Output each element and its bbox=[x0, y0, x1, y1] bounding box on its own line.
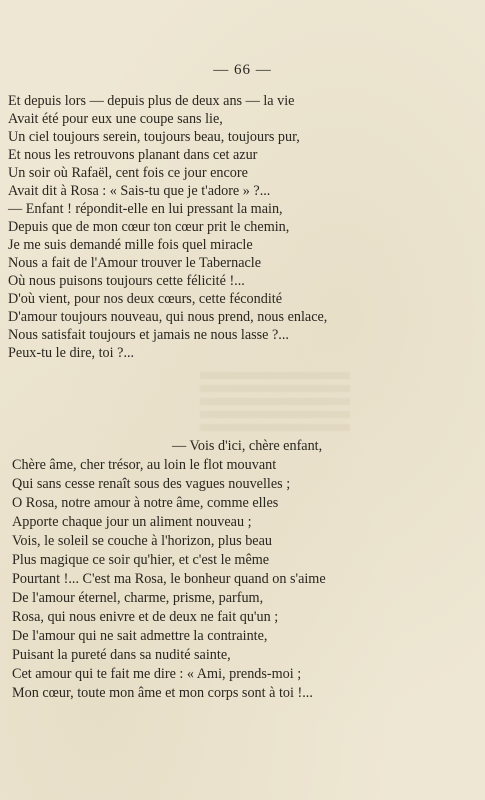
page-number: — 66 — bbox=[213, 62, 272, 78]
verse-line: D'où vient, pour nos deux cœurs, cette fécondité bbox=[8, 291, 283, 307]
verse-line: Où nous puisons toujours cette félicité !... bbox=[8, 273, 245, 289]
verse-line: Nous satisfait toujours et jamais ne nous lasse ?... bbox=[8, 327, 289, 343]
verse-line: Vois, le soleil se couche à l'horizon, plus beau bbox=[12, 533, 272, 549]
verse-line: Qui sans cesse renaît sous des vagues nouvelles ; bbox=[12, 476, 291, 492]
verse-line: De l'amour éternel, charme, prisme, parfum, bbox=[12, 590, 264, 606]
verse-line: Je me suis demandé mille fois quel miracle bbox=[8, 237, 253, 253]
verse-line: Et nous les retrouvons planant dans cet azur bbox=[8, 147, 258, 163]
verse-line: Depuis que de mon cœur ton cœur prit le chemin, bbox=[8, 219, 290, 235]
verse-line: — Enfant ! répondit-elle en lui pressant la main, bbox=[8, 201, 283, 217]
verse-line: Apporte chaque jour un aliment nouveau ; bbox=[12, 514, 252, 530]
verse-line: Mon cœur, toute mon âme et mon corps sont à toi !... bbox=[12, 685, 313, 701]
verse-line: Rosa, qui nous enivre et de deux ne fait qu'un ; bbox=[12, 609, 279, 625]
verse-line: Avait dit à Rosa : « Sais-tu que je t'adore » ?... bbox=[8, 183, 271, 199]
verse-line: Chère âme, cher trésor, au loin le flot mouvant bbox=[12, 457, 277, 473]
verse-line: — Vois d'ici, chère enfant, bbox=[172, 438, 323, 454]
verse-line: Puisant la pureté dans sa nudité sainte, bbox=[12, 647, 231, 663]
verse-line: Plus magique ce soir qu'hier, et c'est le même bbox=[12, 552, 270, 568]
verse-line: Un soir où Rafaël, cent fois ce jour encore bbox=[8, 165, 248, 181]
verse-line: Un ciel toujours serein, toujours beau, toujours pur, bbox=[8, 129, 300, 145]
verse-line: Cet amour qui te fait me dire : « Ami, prends-moi ; bbox=[12, 666, 302, 682]
verse-line: Et depuis lors — depuis plus de deux ans — la vie bbox=[8, 93, 295, 109]
verse-line: Nous a fait de l'Amour trouver le Tabernacle bbox=[8, 255, 262, 271]
verse-line: O Rosa, notre amour à notre âme, comme elles bbox=[12, 495, 279, 511]
verse-line: Avait été pour eux une coupe sans lie, bbox=[8, 111, 223, 127]
verse-line: D'amour toujours nouveau, qui nous prend, nous enlace, bbox=[8, 309, 328, 325]
verse-line: Pourtant !... C'est ma Rosa, le bonheur quand on s'aime bbox=[12, 571, 326, 587]
verse-line: Peux-tu le dire, toi ?... bbox=[8, 345, 135, 361]
bleed-through-smudge bbox=[200, 372, 350, 432]
verse-line: De l'amour qui ne sait admettre la contrainte, bbox=[12, 628, 268, 644]
